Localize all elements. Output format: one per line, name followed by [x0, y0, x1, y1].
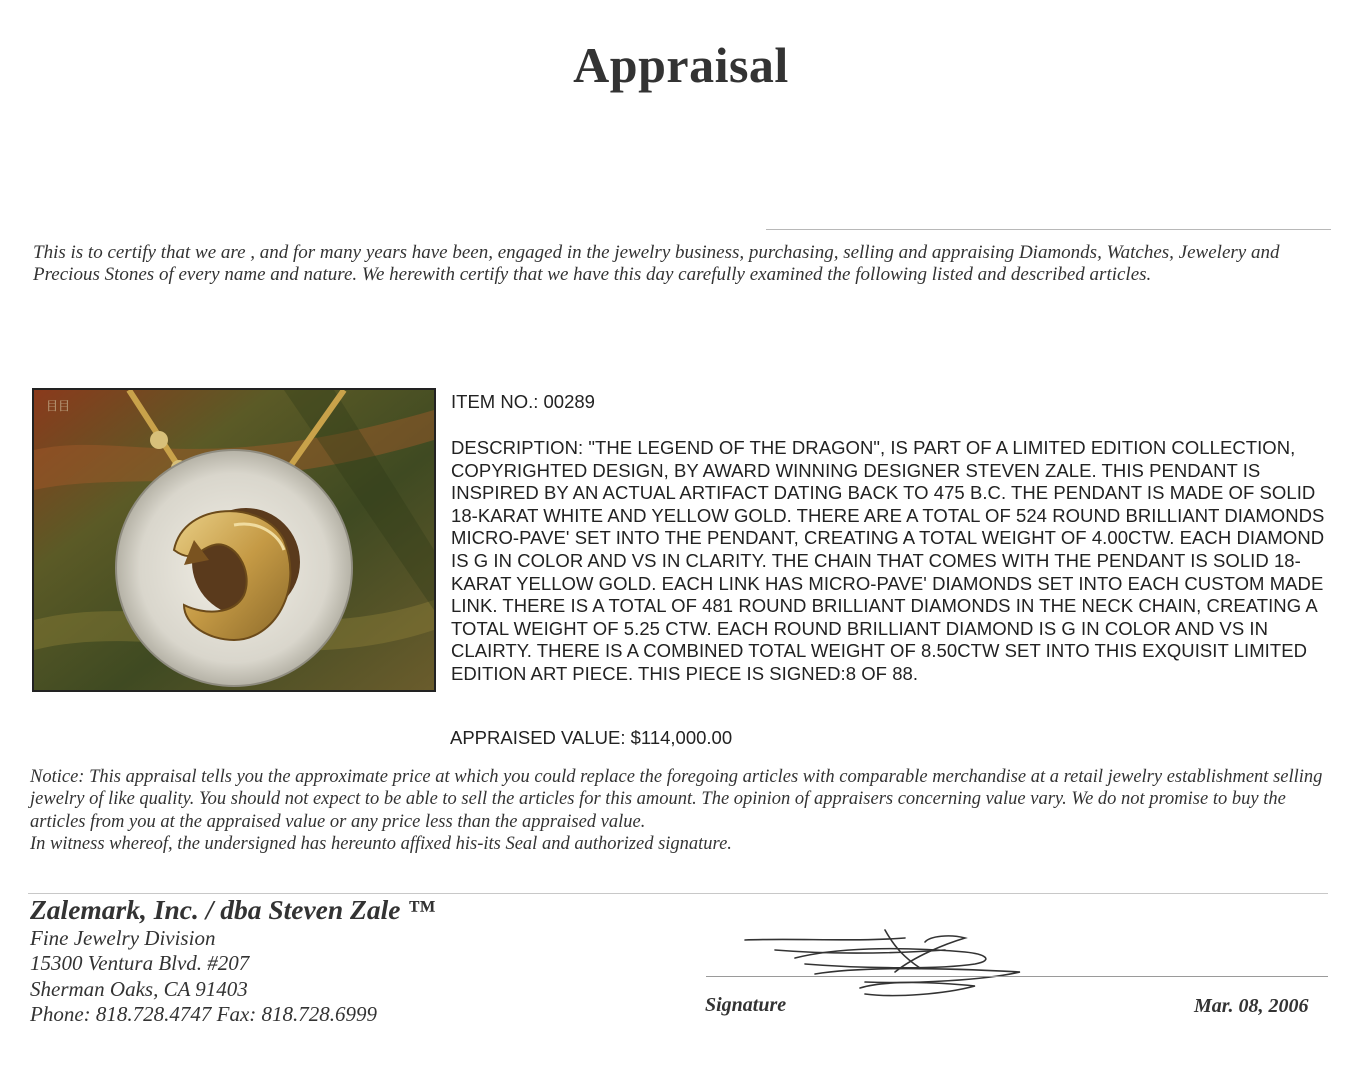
appraisal-date: Mar. 08, 2006 [1194, 995, 1309, 1017]
company-division: Fine Jewelry Division [30, 926, 216, 950]
company-phone-fax: Phone: 818.728.4747 Fax: 818.728.6999 [30, 1002, 378, 1026]
signature-line [706, 976, 1328, 977]
handwritten-signature [735, 928, 1035, 1003]
svg-text:目目: 目目 [46, 399, 71, 413]
certification-statement: This is to certify that we are , and for many years have been, engaged in the jewelry business, purchasing, selling and appraising Diamonds, Watches, Jewelery and Precious Stones of every name and nature. We herewith certify that we have this day carefully examined the following listed and described articles. [33, 242, 1280, 285]
item-description: DESCRIPTION: "THE LEGEND OF THE DRAGON", IS PART OF A LIMITED EDITION COLLECTION, COPYRIGHTED DESIGN, BY AWARD WINNING DESIGNER STEVEN ZALE. THIS PENDANT IS INSPIRED BY AN ACTUAL ARTIFACT DATING BACK TO 475 B.C. THE PENDANT IS MADE OF SOLID 18-KARAT WHITE AND YELLOW GOLD. THERE ARE A TOTAL OF 524 ROUND BRILLIANT DIAMONDS MICRO-PAVE' SET INTO THE PENDANT, CREATING A TOTAL WEIGHT OF 4.00CTW. EACH DIAMOND IS G IN COLOR AND VS IN CLARITY. THE CHAIN THAT COMES WITH THE PENDANT IS SOLID 18-KARAT YELLOW GOLD. EACH LINK HAS MICRO-PAVE' DIAMONDS SET INTO EACH CUSTOM MADE LINK. THERE IS A TOTAL OF 481 ROUND BRILLIANT DIAMONDS IN THE NECK CHAIN, CREATING A TOTAL WEIGHT OF 5.25 CTW. EACH ROUND BRILLIANT DIAMOND IS G IN COLOR AND VS IN CLAIRTY. THERE IS A COMBINED TOTAL WEIGHT OF 8.50CTW SET INTO THIS EXQUISIT LIMITED EDITION ART PIECE. THIS PIECE IS SIGNED:8 OF 88. [451, 437, 1325, 684]
page-title: Appraisal [573, 37, 789, 93]
appraised-value: APPRAISED VALUE: $114,000.00 [450, 727, 733, 748]
signature-label: Signature [705, 994, 787, 1016]
notice-text [30, 766, 1330, 855]
company-name: Zalemark, Inc. / dba Steven Zale ™ [30, 894, 435, 925]
company-street: 15300 Ventura Blvd. #207 [30, 951, 250, 975]
company-city: Sherman Oaks, CA 91403 [30, 977, 248, 1001]
dragon-pendant-photo [32, 388, 436, 692]
item-number: ITEM NO.: 00289 [451, 391, 595, 412]
notice-paragraph: Notice: This appraisal tells you the approximate price at which you could replace the foregoing articles with comparable merchandise at a retail jewelry establishment selling jewelry of like quality. You should not expect to be able to sell the articles for this amount. The opinion of appraisers concerning value vary. We do not promise to buy the articles from you at the appraised value or any price less than the appraised value. [30, 767, 1323, 832]
header-rule [766, 229, 1331, 230]
witness-statement: In witness whereof, the undersigned has hereunto affixed his-its Seal and authorized signature. [30, 833, 732, 854]
